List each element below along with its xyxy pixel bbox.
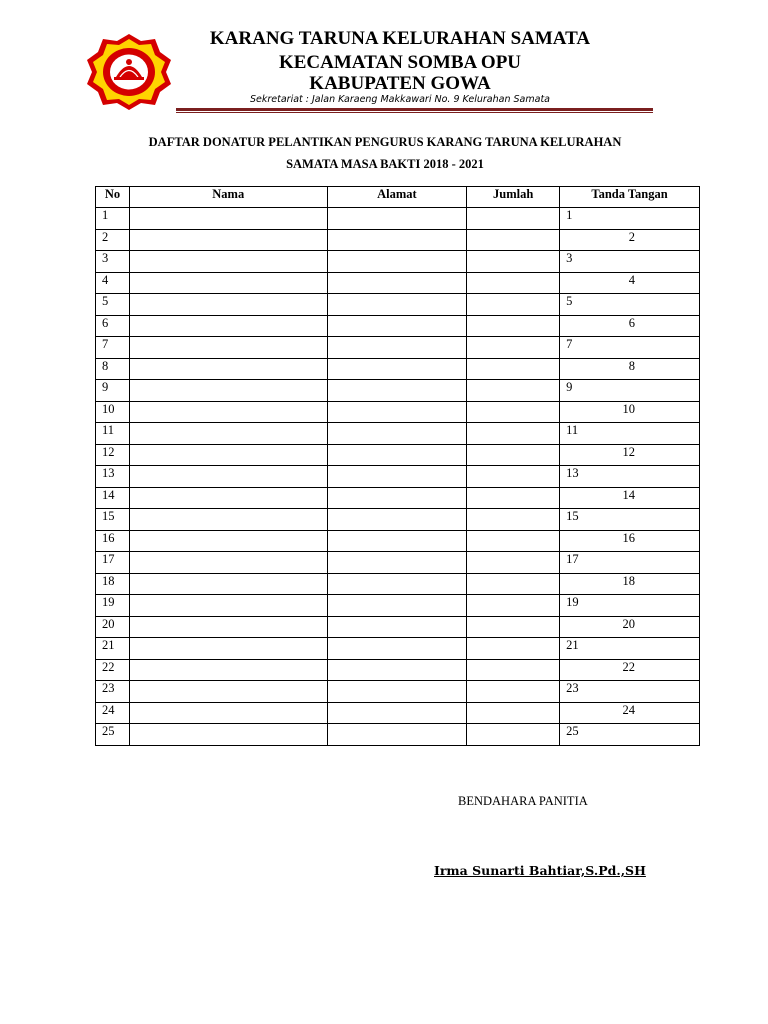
signature-cell: 10 xyxy=(560,401,700,423)
table-row xyxy=(96,724,700,746)
jumlah-cell xyxy=(467,530,560,552)
row-number: 14 xyxy=(96,487,130,509)
jumlah-cell xyxy=(467,616,560,638)
table-row xyxy=(96,509,700,531)
alamat-cell xyxy=(327,380,467,402)
header-divider-thin xyxy=(176,112,653,113)
row-number: 9 xyxy=(96,380,130,402)
alamat-cell xyxy=(327,272,467,294)
nama-cell xyxy=(129,251,327,273)
document-title-line1: DAFTAR DONATUR PELANTIKAN PENGURUS KARANG TARUNA KELURAHAN xyxy=(148,135,622,149)
alamat-cell xyxy=(327,466,467,488)
nama-cell xyxy=(129,444,327,466)
jumlah-cell xyxy=(467,724,560,746)
signature-cell: 24 xyxy=(560,702,700,724)
signature-cell: 12 xyxy=(560,444,700,466)
table-row xyxy=(96,401,700,423)
table-row xyxy=(96,681,700,703)
jumlah-cell xyxy=(467,315,560,337)
alamat-cell xyxy=(327,487,467,509)
row-number: 1 xyxy=(96,208,130,230)
jumlah-cell xyxy=(467,358,560,380)
signature-cell: 21 xyxy=(560,638,700,660)
nama-cell xyxy=(129,724,327,746)
alamat-cell xyxy=(327,251,467,273)
alamat-cell xyxy=(327,423,467,445)
jumlah-cell xyxy=(467,638,560,660)
alamat-cell xyxy=(327,616,467,638)
nama-cell xyxy=(129,272,327,294)
signature-cell: 3 xyxy=(560,251,700,273)
table-header-row xyxy=(96,187,700,208)
header-nama: Nama xyxy=(129,187,327,208)
signature-cell: 17 xyxy=(560,552,700,574)
jumlah-cell xyxy=(467,380,560,402)
nama-cell xyxy=(129,595,327,617)
alamat-cell xyxy=(327,509,467,531)
table-row xyxy=(96,337,700,359)
table-row xyxy=(96,638,700,660)
signature-cell: 5 xyxy=(560,294,700,316)
signature-cell: 16 xyxy=(560,530,700,552)
row-number: 24 xyxy=(96,702,130,724)
donor-table xyxy=(95,186,700,746)
table-row xyxy=(96,487,700,509)
row-number: 23 xyxy=(96,681,130,703)
table-row xyxy=(96,294,700,316)
jumlah-cell xyxy=(467,423,560,445)
nama-cell xyxy=(129,552,327,574)
nama-cell xyxy=(129,315,327,337)
table-row xyxy=(96,444,700,466)
table-row xyxy=(96,380,700,402)
table-row xyxy=(96,423,700,445)
table-row xyxy=(96,466,700,488)
alamat-cell xyxy=(327,358,467,380)
table-row xyxy=(96,573,700,595)
header-tanda-tangan: Tanda Tangan xyxy=(560,187,700,208)
document-title-line2: SAMATA MASA BAKTI 2018 - 2021 xyxy=(286,157,484,171)
signature-cell: 2 xyxy=(560,229,700,251)
alamat-cell xyxy=(327,702,467,724)
jumlah-cell xyxy=(467,681,560,703)
jumlah-cell xyxy=(467,573,560,595)
treasurer-name: Irma Sunarti Bahtiar,S.Pd.,SH xyxy=(434,863,646,878)
alamat-cell xyxy=(327,681,467,703)
jumlah-cell xyxy=(467,552,560,574)
secretariat-address: Sekretariat : Jalan Karaeng Makkawari No. 9 Kelurahan Samata xyxy=(250,94,550,105)
nama-cell xyxy=(129,423,327,445)
jumlah-cell xyxy=(467,337,560,359)
table-row xyxy=(96,552,700,574)
table-row xyxy=(96,208,700,230)
nama-cell xyxy=(129,208,327,230)
org-name: KARANG TARUNA KELURAHAN SAMATA xyxy=(209,28,591,49)
signature-cell: 11 xyxy=(560,423,700,445)
nama-cell xyxy=(129,509,327,531)
alamat-cell xyxy=(327,444,467,466)
row-number: 19 xyxy=(96,595,130,617)
row-number: 11 xyxy=(96,423,130,445)
jumlah-cell xyxy=(467,229,560,251)
table-row xyxy=(96,659,700,681)
nama-cell xyxy=(129,530,327,552)
signature-cell: 22 xyxy=(560,659,700,681)
alamat-cell xyxy=(327,208,467,230)
jumlah-cell xyxy=(467,272,560,294)
row-number: 5 xyxy=(96,294,130,316)
jumlah-cell xyxy=(467,251,560,273)
signature-cell: 7 xyxy=(560,337,700,359)
table-row xyxy=(96,315,700,337)
nama-cell xyxy=(129,573,327,595)
alamat-cell xyxy=(327,401,467,423)
header-alamat: Alamat xyxy=(327,187,467,208)
karang-taruna-logo xyxy=(86,33,172,111)
signature-cell: 15 xyxy=(560,509,700,531)
row-number: 3 xyxy=(96,251,130,273)
signature-cell: 25 xyxy=(560,724,700,746)
alamat-cell xyxy=(327,229,467,251)
treasurer-role: BENDAHARA PANITIA xyxy=(458,794,588,808)
table-row xyxy=(96,251,700,273)
row-number: 2 xyxy=(96,229,130,251)
row-number: 10 xyxy=(96,401,130,423)
alamat-cell xyxy=(327,638,467,660)
alamat-cell xyxy=(327,530,467,552)
nama-cell xyxy=(129,638,327,660)
nama-cell xyxy=(129,466,327,488)
jumlah-cell xyxy=(467,294,560,316)
row-number: 15 xyxy=(96,509,130,531)
alamat-cell xyxy=(327,552,467,574)
signature-cell: 6 xyxy=(560,315,700,337)
nama-cell xyxy=(129,702,327,724)
jumlah-cell xyxy=(467,466,560,488)
row-number: 17 xyxy=(96,552,130,574)
signature-cell: 23 xyxy=(560,681,700,703)
table-row xyxy=(96,358,700,380)
nama-cell xyxy=(129,294,327,316)
jumlah-cell xyxy=(467,401,560,423)
regency-name: KABUPATEN GOWA xyxy=(309,73,491,94)
header-jumlah: Jumlah xyxy=(467,187,560,208)
nama-cell xyxy=(129,337,327,359)
header-divider-thick xyxy=(176,108,653,111)
alamat-cell xyxy=(327,573,467,595)
alamat-cell xyxy=(327,294,467,316)
signature-cell: 13 xyxy=(560,466,700,488)
nama-cell xyxy=(129,358,327,380)
alamat-cell xyxy=(327,595,467,617)
row-number: 4 xyxy=(96,272,130,294)
table-row xyxy=(96,702,700,724)
row-number: 16 xyxy=(96,530,130,552)
nama-cell xyxy=(129,401,327,423)
header-no: No xyxy=(96,187,130,208)
alamat-cell xyxy=(327,724,467,746)
table-row xyxy=(96,272,700,294)
signature-cell: 14 xyxy=(560,487,700,509)
district-name: KECAMATAN SOMBA OPU xyxy=(278,52,522,73)
jumlah-cell xyxy=(467,208,560,230)
signature-cell: 9 xyxy=(560,380,700,402)
jumlah-cell xyxy=(467,702,560,724)
row-number: 7 xyxy=(96,337,130,359)
signature-cell: 18 xyxy=(560,573,700,595)
table-row xyxy=(96,616,700,638)
row-number: 18 xyxy=(96,573,130,595)
signature-cell: 1 xyxy=(560,208,700,230)
row-number: 8 xyxy=(96,358,130,380)
row-number: 13 xyxy=(96,466,130,488)
nama-cell xyxy=(129,380,327,402)
signature-cell: 4 xyxy=(560,272,700,294)
alamat-cell xyxy=(327,315,467,337)
row-number: 21 xyxy=(96,638,130,660)
nama-cell xyxy=(129,616,327,638)
signature-cell: 20 xyxy=(560,616,700,638)
alamat-cell xyxy=(327,337,467,359)
jumlah-cell xyxy=(467,595,560,617)
jumlah-cell xyxy=(467,487,560,509)
row-number: 6 xyxy=(96,315,130,337)
nama-cell xyxy=(129,487,327,509)
table-row xyxy=(96,229,700,251)
table-row xyxy=(96,530,700,552)
nama-cell xyxy=(129,229,327,251)
nama-cell xyxy=(129,659,327,681)
row-number: 20 xyxy=(96,616,130,638)
jumlah-cell xyxy=(467,659,560,681)
row-number: 25 xyxy=(96,724,130,746)
alamat-cell xyxy=(327,659,467,681)
table-row xyxy=(96,595,700,617)
row-number: 22 xyxy=(96,659,130,681)
nama-cell xyxy=(129,681,327,703)
jumlah-cell xyxy=(467,509,560,531)
signature-cell: 19 xyxy=(560,595,700,617)
row-number: 12 xyxy=(96,444,130,466)
signature-cell: 8 xyxy=(560,358,700,380)
jumlah-cell xyxy=(467,444,560,466)
